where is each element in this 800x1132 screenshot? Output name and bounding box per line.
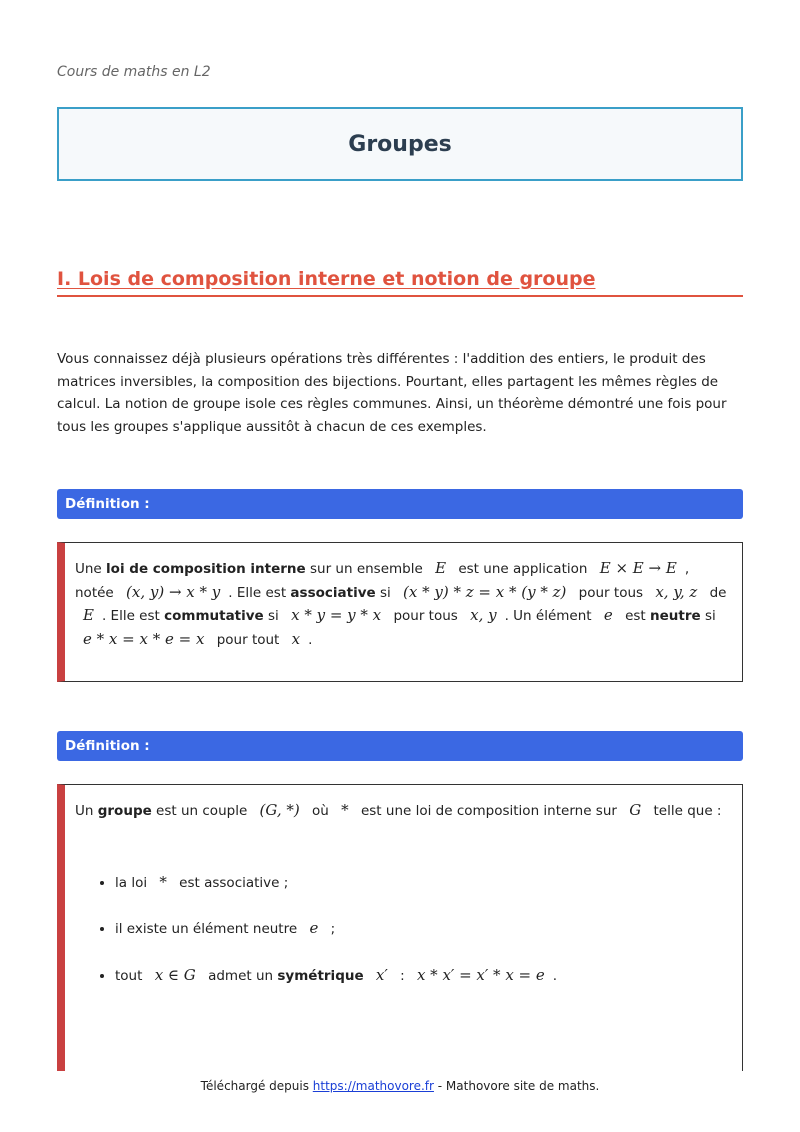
math-expr: (x, y) → x * y	[126, 582, 221, 601]
def-term: commutative	[164, 608, 264, 624]
def-term: neutre	[650, 608, 701, 624]
section-heading	[57, 268, 743, 297]
def-text: Une	[75, 561, 107, 577]
def-term: associative	[290, 584, 376, 601]
def-text: si	[700, 608, 716, 624]
math-expr: x * y = y * x	[291, 606, 382, 624]
def-text: où	[312, 803, 329, 819]
list-item	[115, 964, 732, 988]
def-text: , notée	[75, 561, 690, 601]
math-expr: x, y, z	[655, 582, 698, 601]
def-text: est	[625, 608, 650, 624]
list-item	[115, 917, 732, 941]
def-text: si	[375, 584, 391, 601]
def-text: . Elle est	[228, 584, 291, 601]
intro-paragraph: Vous connaissez déjà plusieurs opérations très différentes : l'addition des entiers, le produit des matrices inversibles, la composition des bijections. Pourtant, elles partagent les mêmes règles de calcul. La notion de groupe isole ces règles communes. Ainsi, un théorème démontré une fois pour tous les groupes s'applique aussitôt à chacun de ces exemples.	[57, 351, 727, 435]
def-text: est une application	[458, 561, 588, 577]
page-title: Groupes	[348, 131, 452, 157]
def-text: .	[308, 631, 313, 648]
math-expr: *	[159, 872, 167, 891]
math-expr: e	[603, 606, 613, 624]
math-expr: e	[309, 919, 319, 937]
def-text: est un couple	[151, 803, 248, 819]
def-text: Un	[75, 803, 98, 819]
math-expr: E	[83, 606, 94, 624]
footer	[0, 1079, 800, 1093]
def-text: si	[263, 608, 279, 624]
section-title: I. Lois de composition interne et notion de groupe	[57, 268, 596, 290]
math-expr: E × E → E	[599, 559, 677, 577]
definition-header: Définition :	[57, 489, 743, 519]
math-expr: x * x′ = x′ * x = e	[416, 965, 545, 984]
def-text: de	[709, 584, 727, 601]
math-expr: E	[435, 559, 447, 577]
def-term: groupe	[97, 803, 152, 819]
math-expr: *	[341, 801, 349, 819]
math-expr: x	[291, 629, 301, 648]
course-subtitle: Cours de maths en L2	[57, 64, 211, 80]
math-expr: x ∈ G	[154, 965, 196, 984]
math-expr: (G, *)	[259, 801, 300, 819]
property-list	[75, 871, 732, 988]
math-expr: e * x = x * e = x	[83, 629, 205, 648]
def-text: sur un ensemble	[305, 561, 423, 577]
def-text: pour tous	[393, 608, 458, 624]
def-term: loi de composition interne	[106, 561, 306, 577]
def-text: . Un élément	[504, 608, 592, 624]
item-text: ;	[330, 921, 336, 937]
definition-header: Définition :	[57, 731, 743, 761]
item-text: admet un	[208, 967, 278, 984]
item-text: :	[400, 967, 405, 984]
math-expr: (x * y) * z = x * (y * z)	[403, 582, 567, 601]
footer-prefix: Téléchargé depuis	[200, 1079, 313, 1093]
math-expr: x, y	[470, 606, 497, 624]
item-text: est associative ;	[179, 874, 289, 891]
title-box	[57, 107, 743, 181]
def-text: . Elle est	[101, 608, 165, 624]
footer-link[interactable]: https://mathovore.fr	[312, 1079, 434, 1093]
item-text: la loi	[115, 874, 148, 891]
math-expr: x′	[375, 965, 388, 984]
def-term: symétrique	[277, 967, 364, 984]
footer-suffix: - Mathovore site de maths.	[433, 1079, 600, 1093]
definition-box	[57, 784, 743, 1071]
item-text: tout	[115, 967, 143, 984]
item-text: .	[552, 967, 558, 984]
def-text: est une loi de composition interne sur	[360, 803, 617, 819]
math-expr: G	[629, 801, 642, 819]
def-text: pour tous	[578, 584, 644, 601]
list-item	[115, 871, 732, 895]
def-text: pour tout	[216, 631, 280, 648]
definition-box	[57, 542, 743, 682]
item-text: il existe un élément neutre	[115, 921, 298, 937]
def-text: telle que :	[653, 803, 722, 819]
